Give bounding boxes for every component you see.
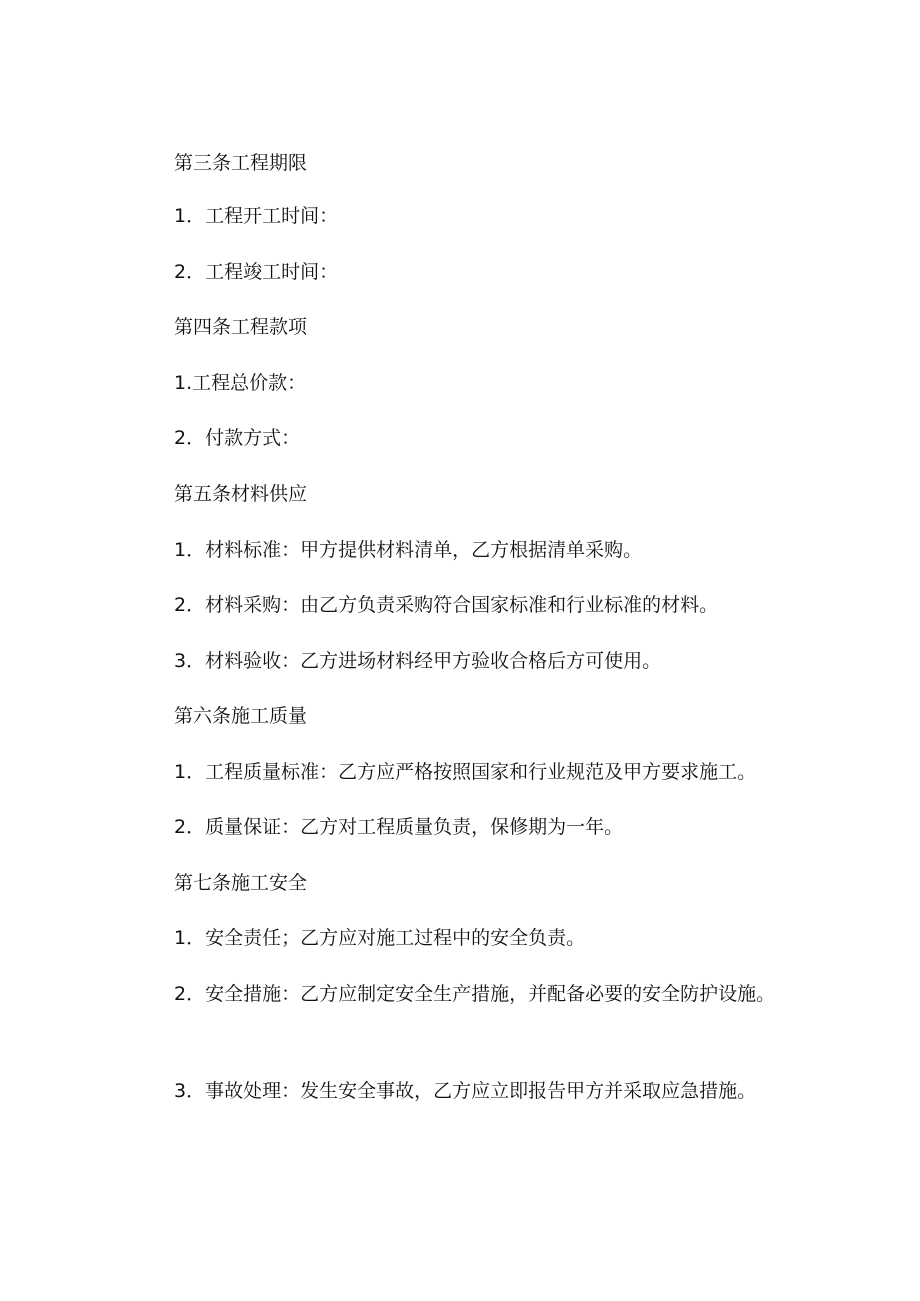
clause-7-3: 3．事故处理：发生安全事故，乙方应立即报告甲方并采取应急措施。: [174, 1080, 757, 1102]
section-heading-6: 第六条施工质量: [174, 705, 308, 727]
section-heading-3: 第三条工程期限: [174, 152, 308, 174]
clause-5-1: 1．材料标准：甲方提供材料清单，乙方根据清单采购。: [174, 539, 643, 561]
clause-7-1: 1．安全责任；乙方应对施工过程中的安全负责。: [174, 927, 586, 949]
clause-4-1: 1.工程总价款：: [174, 372, 307, 394]
clause-5-3: 3．材料验收：乙方进场材料经甲方验收合格后方可使用。: [174, 650, 662, 672]
section-heading-5: 第五条材料供应: [174, 483, 308, 505]
clause-4-2: 2．付款方式：: [174, 427, 301, 449]
section-heading-7: 第七条施工安全: [174, 872, 308, 894]
clause-7-2: 2．安全措施：乙方应制定安全生产措施，并配备必要的安全防护设施。: [174, 983, 776, 1005]
clause-3-1: 1．工程开工时间：: [174, 205, 339, 227]
clause-3-2: 2．工程竣工时间：: [174, 261, 339, 283]
clause-5-2: 2．材料采购：由乙方负责采购符合国家标准和行业标准的材料。: [174, 594, 719, 616]
clause-6-1: 1．工程质量标准：乙方应严格按照国家和行业规范及甲方要求施工。: [174, 761, 757, 783]
section-heading-4: 第四条工程款项: [174, 316, 308, 338]
clause-6-2: 2．质量保证：乙方对工程质量负责，保修期为一年。: [174, 816, 624, 838]
